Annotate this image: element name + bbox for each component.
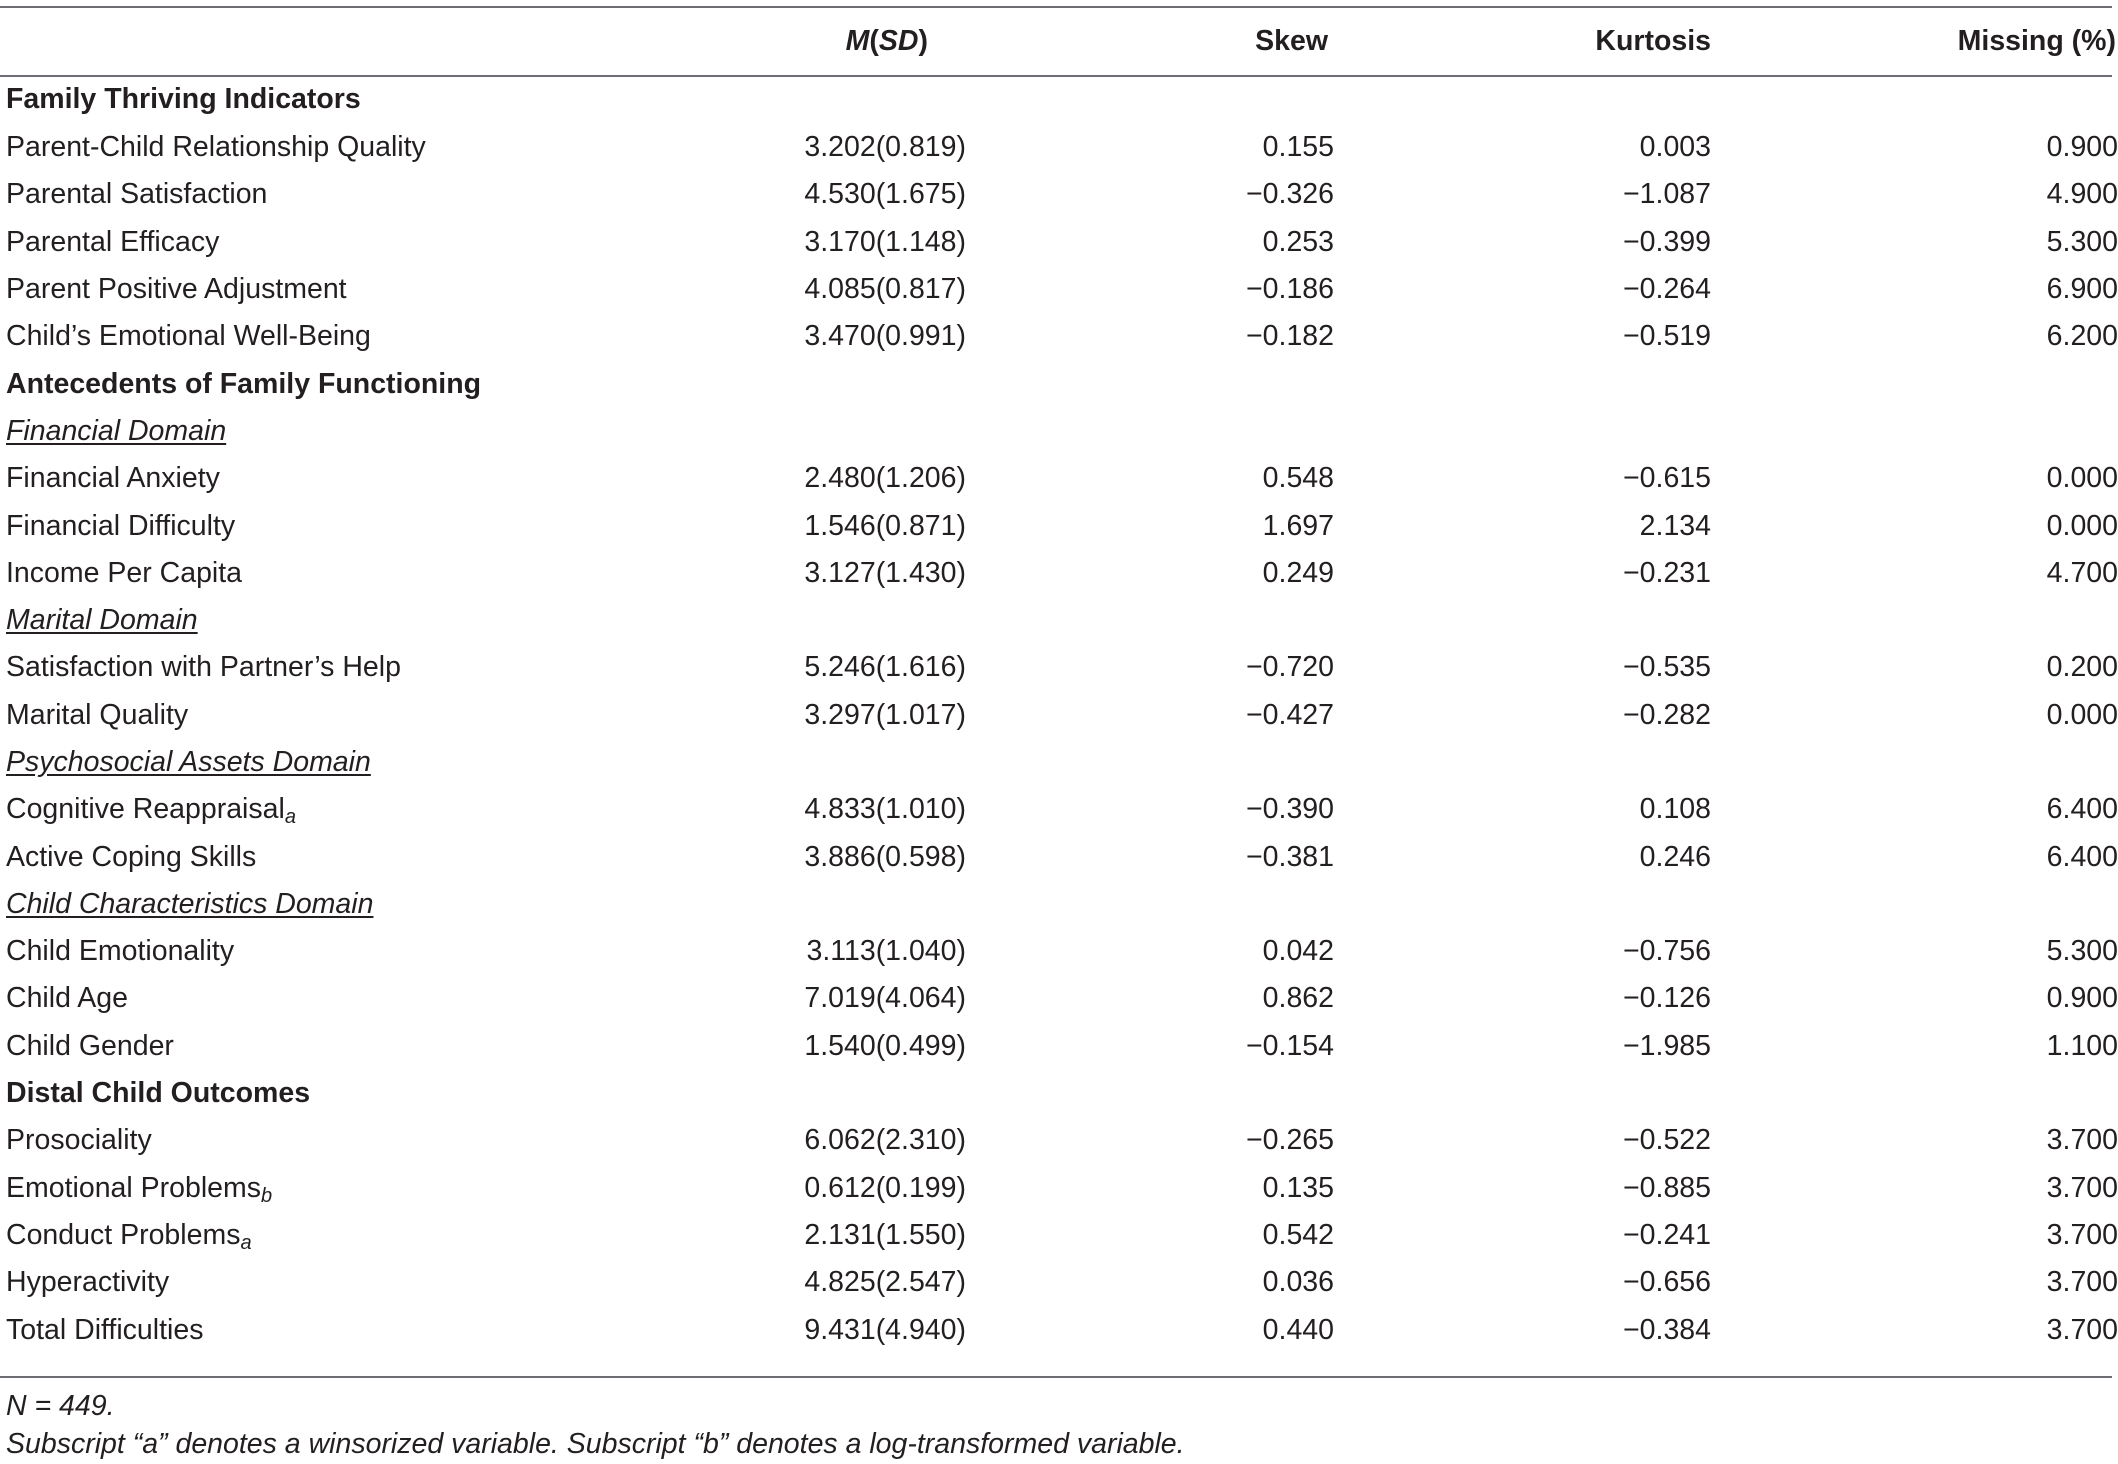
mean-sd-cell: 3.297(1.017) (804, 698, 966, 731)
skew-cell: 0.542 (1262, 1218, 1334, 1251)
label-text: Parent Positive Adjustment (6, 273, 347, 306)
kurtosis-cell: −0.885 (1623, 1171, 1711, 1204)
table-row (0, 692, 2118, 739)
header-label-column (0, 8, 721, 75)
table-body (0, 75, 2118, 1354)
variable-label (0, 313, 721, 360)
label-subscript: b (261, 1184, 273, 1207)
mean-sd-cell: 3.170(1.148) (804, 225, 966, 258)
label-text: Child Age (6, 982, 129, 1015)
mean-sd-cell: 2.480(1.206) (804, 462, 966, 495)
kurtosis-cell (1334, 1070, 1711, 1117)
kurtosis-cell: −0.264 (1623, 273, 1711, 306)
mean-sd-cell: 7.019(4.064) (804, 982, 966, 1015)
variable-label (0, 975, 721, 1022)
kurtosis-cell: −1.985 (1623, 1029, 1711, 1062)
kurtosis-cell: −0.399 (1623, 225, 1711, 258)
skew-cell (966, 739, 1334, 786)
skew-cell: −0.390 (1246, 793, 1334, 826)
skew-cell (966, 597, 1334, 644)
missing-cell: 3.700 (2046, 1124, 2118, 1157)
label-text: Antecedents of Family Functioning (6, 367, 482, 400)
skew-cell: 0.253 (1262, 225, 1334, 258)
missing-cell: 5.300 (2046, 225, 2118, 258)
table-row (0, 833, 2118, 880)
section-header-row (0, 75, 2118, 124)
missing-cell: 6.400 (2046, 793, 2118, 826)
mean-sd-cell (721, 739, 966, 786)
missing-cell (1711, 739, 2118, 786)
missing-cell: 4.700 (2046, 556, 2118, 589)
subsection-header-row (0, 408, 2118, 455)
label-text: Child’s Emotional Well-Being (6, 320, 371, 353)
table-row (0, 266, 2118, 313)
header-mean-sd (721, 8, 966, 75)
mean-sd-cell: 4.085(0.817) (804, 273, 966, 306)
missing-cell: 5.300 (2046, 935, 2118, 968)
missing-cell (1711, 360, 2118, 407)
header-paren-close: ) (918, 25, 928, 57)
table-row (0, 1306, 2118, 1353)
kurtosis-cell: −0.535 (1623, 651, 1711, 684)
kurtosis-cell: −0.126 (1623, 982, 1711, 1015)
variable-label (0, 502, 721, 549)
missing-cell: 3.700 (2046, 1313, 2118, 1346)
label-text: Emotional Problems (6, 1171, 262, 1204)
kurtosis-cell (1334, 75, 1711, 124)
variable-label (0, 550, 721, 597)
header-kurtosis: Kurtosis (1595, 25, 1711, 57)
skew-cell: −0.265 (1246, 1124, 1334, 1157)
missing-cell (1711, 881, 2118, 928)
header-paren-open: ( (869, 25, 879, 57)
skew-cell: 0.440 (1262, 1313, 1334, 1346)
label-text: Parental Satisfaction (6, 178, 268, 211)
subsection-header-row (0, 597, 2118, 644)
skew-cell (966, 881, 1334, 928)
mean-sd-cell: 6.062(2.310) (804, 1124, 966, 1157)
table-row (0, 975, 2118, 1022)
table-row (0, 1212, 2118, 1259)
label-text: Psychosocial Assets Domain (6, 746, 371, 778)
descriptive-statistics-table (0, 8, 2118, 1354)
label-text: Prosociality (6, 1124, 152, 1157)
skew-cell: −0.326 (1246, 178, 1334, 211)
skew-cell (966, 75, 1334, 124)
variable-label (0, 692, 721, 739)
mean-sd-cell (721, 75, 966, 124)
skew-cell (966, 408, 1334, 455)
label-text: Conduct Problems (6, 1218, 241, 1251)
mean-sd-cell: 3.886(0.598) (804, 840, 966, 873)
missing-cell: 3.700 (2046, 1218, 2118, 1251)
kurtosis-cell: 0.108 (1639, 793, 1711, 826)
missing-cell (1711, 1070, 2118, 1117)
table-row (0, 928, 2118, 975)
mean-sd-cell: 0.612(0.199) (804, 1171, 966, 1204)
kurtosis-cell: −0.231 (1623, 556, 1711, 589)
skew-cell: −0.427 (1246, 698, 1334, 731)
missing-cell: 1.100 (2046, 1029, 2118, 1062)
variable-label (0, 124, 721, 171)
header-skew: Skew (1255, 25, 1328, 57)
table-header-row (0, 8, 2118, 75)
variable-label (0, 928, 721, 975)
skew-cell (966, 360, 1334, 407)
missing-cell: 6.900 (2046, 273, 2118, 306)
mean-sd-cell: 1.540(0.499) (804, 1029, 966, 1062)
mean-sd-cell (721, 1070, 966, 1117)
kurtosis-cell: −0.756 (1623, 935, 1711, 968)
mean-sd-cell: 3.113(1.040) (806, 935, 966, 968)
missing-cell: 6.200 (2046, 320, 2118, 353)
mean-sd-cell: 4.530(1.675) (804, 178, 966, 211)
variable-label (0, 1259, 721, 1306)
section-title (0, 75, 721, 124)
variable-label (0, 1306, 721, 1353)
table-row (0, 502, 2118, 549)
missing-cell (1711, 408, 2118, 455)
skew-cell: 0.135 (1262, 1171, 1334, 1204)
label-text: Income Per Capita (6, 556, 243, 589)
missing-cell: 0.000 (2046, 698, 2118, 731)
mean-sd-cell: 9.431(4.940) (804, 1313, 966, 1346)
table-row (0, 786, 2118, 833)
variable-label (0, 833, 721, 880)
mean-sd-cell: 3.202(0.819) (804, 131, 966, 164)
kurtosis-cell: −1.087 (1623, 178, 1711, 211)
variable-label (0, 1165, 721, 1212)
table-row (0, 1165, 2118, 1212)
missing-cell (1711, 597, 2118, 644)
header-sd-symbol: SD (878, 25, 919, 57)
skew-cell: −0.720 (1246, 651, 1334, 684)
label-text: Child Emotionality (6, 935, 235, 968)
section-title (0, 360, 721, 407)
skew-cell (966, 1070, 1334, 1117)
kurtosis-cell: 2.134 (1639, 509, 1711, 542)
label-subscript: a (284, 806, 296, 829)
variable-label (0, 171, 721, 218)
kurtosis-cell (1334, 408, 1711, 455)
skew-cell: 1.697 (1262, 509, 1334, 542)
kurtosis-cell (1334, 597, 1711, 644)
skew-cell: 0.249 (1262, 556, 1334, 589)
section-header-row (0, 1070, 2118, 1117)
mean-sd-cell: 3.127(1.430) (804, 556, 966, 589)
header-missing: Missing (%) (1957, 25, 2116, 57)
label-text: Financial Domain (6, 414, 227, 447)
mean-sd-cell: 4.825(2.547) (804, 1266, 966, 1299)
table-row (0, 171, 2118, 218)
kurtosis-cell (1334, 360, 1711, 407)
label-text: Satisfaction with Partner’s Help (6, 651, 401, 684)
skew-cell: −0.381 (1246, 840, 1334, 873)
skew-cell: 0.036 (1262, 1266, 1334, 1299)
subsection-header-row (0, 881, 2118, 928)
table-bottom-rule (0, 1376, 2112, 1378)
variable-label (0, 786, 721, 833)
kurtosis-cell: −0.522 (1623, 1124, 1711, 1157)
label-text: Parent-Child Relationship Quality (6, 131, 426, 164)
missing-cell (1711, 75, 2118, 124)
label-text: Child Characteristics Domain (6, 887, 374, 920)
label-text: Financial Difficulty (6, 509, 236, 542)
kurtosis-cell: 0.246 (1639, 840, 1711, 873)
kurtosis-cell: −0.384 (1623, 1313, 1711, 1346)
variable-label (0, 1117, 721, 1164)
mean-sd-cell: 1.546(0.871) (804, 509, 966, 542)
section-title (0, 1070, 721, 1117)
variable-label (0, 455, 721, 502)
variable-label (0, 1023, 721, 1070)
section-header-row (0, 360, 2118, 407)
label-text: Hyperactivity (6, 1266, 170, 1299)
domain-title (0, 408, 721, 455)
table-row (0, 1023, 2118, 1070)
skew-cell: −0.182 (1246, 320, 1334, 353)
label-text: Total Difficulties (6, 1313, 204, 1346)
variable-label (0, 266, 721, 313)
label-text: Marital Quality (6, 698, 189, 731)
table-row (0, 550, 2118, 597)
kurtosis-cell: 0.003 (1639, 131, 1711, 164)
mean-sd-cell (721, 360, 966, 407)
table-row (0, 455, 2118, 502)
missing-cell: 0.000 (2046, 462, 2118, 495)
label-text: Parental Efficacy (6, 225, 220, 258)
label-text: Distal Child Outcomes (6, 1077, 311, 1110)
variable-label (0, 219, 721, 266)
table-row (0, 124, 2118, 171)
label-text: Child Gender (6, 1029, 174, 1062)
mean-sd-cell (721, 408, 966, 455)
domain-title (0, 739, 721, 786)
note-sample-size: N = 449. (6, 1390, 115, 1422)
missing-cell: 0.200 (2046, 651, 2118, 684)
skew-cell: −0.186 (1246, 273, 1334, 306)
label-subscript: a (240, 1231, 252, 1254)
label-text: Cognitive Reappraisal (6, 793, 285, 826)
skew-cell: 0.548 (1262, 462, 1334, 495)
mean-sd-cell: 2.131(1.550) (804, 1218, 966, 1251)
mean-sd-cell (721, 597, 966, 644)
table-row (0, 313, 2118, 360)
kurtosis-cell: −0.282 (1623, 698, 1711, 731)
missing-cell: 0.000 (2046, 509, 2118, 542)
missing-cell: 3.700 (2046, 1266, 2118, 1299)
skew-cell: 0.155 (1262, 131, 1334, 164)
mean-sd-cell: 4.833(1.010) (804, 793, 966, 826)
table-row (0, 1259, 2118, 1306)
skew-cell: −0.154 (1246, 1029, 1334, 1062)
kurtosis-cell (1334, 739, 1711, 786)
mean-sd-cell: 5.246(1.616) (804, 651, 966, 684)
header-mean-symbol: M (845, 25, 870, 57)
missing-cell: 0.900 (2046, 982, 2118, 1015)
missing-cell: 4.900 (2046, 178, 2118, 211)
subsection-header-row (0, 739, 2118, 786)
variable-label (0, 644, 721, 691)
kurtosis-cell: −0.656 (1623, 1266, 1711, 1299)
domain-title (0, 597, 721, 644)
kurtosis-cell: −0.615 (1623, 462, 1711, 495)
label-text: Family Thriving Indicators (6, 83, 361, 115)
kurtosis-cell: −0.241 (1623, 1218, 1711, 1251)
note-subscripts: Subscript “a” denotes a winsorized variable. Subscript “b” denotes a log-transformed variable. (6, 1428, 1185, 1460)
table-row (0, 1117, 2118, 1164)
table-row (0, 644, 2118, 691)
label-text: Active Coping Skills (6, 840, 257, 873)
table-row (0, 219, 2118, 266)
kurtosis-cell: −0.519 (1623, 320, 1711, 353)
variable-label (0, 1212, 721, 1259)
missing-cell: 0.900 (2046, 131, 2118, 164)
label-text: Financial Anxiety (6, 462, 220, 495)
skew-cell: 0.862 (1262, 982, 1334, 1015)
domain-title (0, 881, 721, 928)
missing-cell: 3.700 (2046, 1171, 2118, 1204)
mean-sd-cell: 3.470(0.991) (804, 320, 966, 353)
mean-sd-cell (721, 881, 966, 928)
missing-cell: 6.400 (2046, 840, 2118, 873)
skew-cell: 0.042 (1262, 935, 1334, 968)
label-text: Marital Domain (6, 604, 198, 637)
kurtosis-cell (1334, 881, 1711, 928)
